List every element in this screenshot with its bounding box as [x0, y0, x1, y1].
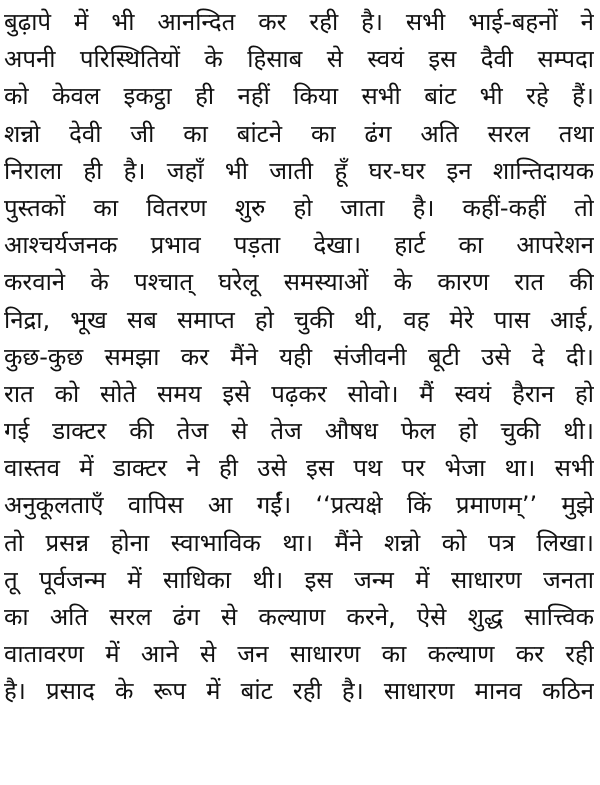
text-line: निद्रा, भूख सब समाप्त हो चुकी थी, वह मेरे पास आई, [4, 305, 594, 334]
text-line: का अति सरल ढंग से कल्याण करने, ऐसे शुद्ध सात्त्विक [4, 603, 594, 631]
text-line: को केवल इकट्ठा ही नहीं किया सभी बांट भी रहे हैं। [4, 82, 594, 111]
text-line [4, 711, 594, 748]
text-line: अपनी परिस्थितियों के हिसाब से स्वयं इस दैवी सम्पदा [4, 45, 594, 74]
text-line: तू पूर्वजन्म में साधिका थी। इस जन्म में साधारण जनता [4, 565, 594, 594]
text-line: आश्चर्यजनक प्रभाव पड़ता देखा। हार्ट का आपरेशन [4, 231, 594, 260]
text-line: पुस्तकों का वितरण शुरु हो जाता है। कहीं-कहीं तो [4, 193, 594, 222]
text-line: है। प्रसाद के रूप में बांट रही है। साधारण मानव कठिन [4, 677, 594, 706]
text-line: कुछ-कुछ समझा कर मैंने यही संजीवनी बूटी उसे दे दी। [4, 342, 594, 371]
text-line: गई डाक्टर की तेज से तेज औषध फेल हो चुकी थी। [4, 417, 594, 446]
text-line: वातावरण में आने से जन साधारण का कल्याण कर रही [4, 640, 594, 669]
text-line: शन्नो देवी जी का बांटने का ढंग अति सरल तथा [4, 119, 594, 148]
text-line: तो प्रसन्न होना स्वाभाविक था। मैंने शन्नो को पत्र लिखा। [4, 528, 594, 557]
text-line: रात को सोते समय इसे पढ़कर सोवो। मैं स्वयं हैरान हो [4, 379, 594, 408]
text-line: बुढ़ापे में भी आनन्दित कर रही है। सभी भाई-बहनों ने [4, 8, 594, 36]
text-line: अनुकूलताएँ वापिस आ गईं। ‘‘प्रत्यक्षे किं प्रमाणम्’’ मुझे [4, 491, 594, 520]
text-line: करवाने के पश्चात् घरेलू समस्याओं के कारण रात की [4, 268, 594, 297]
text-line: वास्तव में डाक्टर ने ही उसे इस पथ पर भेजा था। सभी [4, 454, 594, 483]
text-line [4, 748, 594, 785]
text-line: निराला ही है। जहाँ भी जाती हूँ घर-घर इन शान्तिदायक [4, 156, 594, 185]
